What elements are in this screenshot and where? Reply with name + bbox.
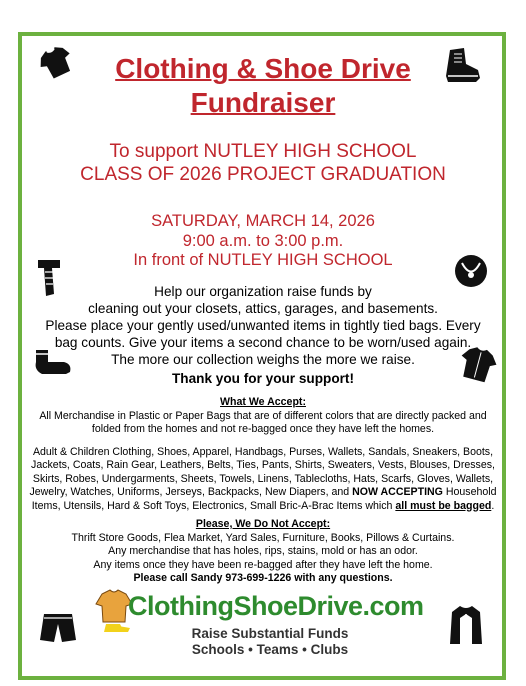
event-time: 9:00 a.m. to 3:00 p.m. — [182, 231, 344, 250]
logo-tagline-1: Raise Substantial Funds — [191, 626, 349, 641]
title-line-1: Clothing & Shoe Drive — [115, 53, 411, 84]
event-location: In front of NUTLEY HIGH SCHOOL — [133, 251, 393, 269]
event-date: SATURDAY, MARCH 14, 2026 — [151, 212, 375, 230]
intro-line-4: bag counts. Give your items a second chance to be worn/used again. — [54, 335, 472, 350]
reject-heading: Please, We Do Not Accept: — [195, 518, 331, 530]
accept-p2-line-3: Skirts, Robes, Undergarments, Sheets, Towels, Linens, Tablecloths, Hats, Scarfs, Gloves, Wallets, — [32, 472, 494, 485]
purpose-block — [0, 140, 526, 186]
event-details — [0, 212, 526, 271]
now-accepting: NOW ACCEPTING — [352, 486, 443, 498]
must-be-bagged: all must be bagged — [395, 499, 492, 512]
intro-line-2: cleaning out your closets, attics, garages, and basements. — [88, 301, 438, 316]
accept-heading: What We Accept: — [220, 396, 306, 408]
purpose-line-2: CLASS OF 2026 PROJECT GRADUATION — [80, 164, 446, 185]
intro-line-5: The more our collection weighs the more we raise. — [111, 352, 415, 367]
intro-text — [0, 283, 526, 368]
reject-line-3: Any items once they have been re-bagged after they have left the home. — [93, 558, 433, 571]
flyer-title — [0, 52, 526, 120]
accept-p1-line-1: All Merchandise in Plastic or Paper Bags that are of different colors that are directly packed and — [39, 409, 487, 422]
shorts-icon — [38, 610, 78, 646]
logo-tagline-2: Schools • Teams • Clubs — [191, 642, 349, 657]
intro-line-3: Please place your gently used/unwanted items in tightly tied bags. Every — [45, 318, 481, 333]
accept-p2-line-4: Jewelry, Watches, Uniforms, Jerseys, Backpacks, New Diapers, and NOW ACCEPTING Household — [29, 486, 497, 498]
reject-section — [0, 518, 526, 586]
logo-name: ClothingShoeDrive.com — [128, 591, 424, 621]
accept-p2-line-2: Jackets, Coats, Rain Gear, Leathers, Belts, Ties, Pants, Shirts, Sweaters, Vests, Blouses, Dresses, — [31, 459, 495, 471]
accept-section — [0, 396, 526, 513]
purpose-line-1: To support NUTLEY HIGH SCHOOL — [109, 141, 417, 162]
logo-taglines — [150, 626, 390, 658]
title-line-2: Fundraiser — [190, 87, 336, 118]
reject-line-2: Any merchandise that has holes, rips, stains, mold or has an odor. — [108, 545, 418, 557]
thanks-text: Thank you for your support! — [171, 371, 354, 386]
reject-line-1: Thrift Store Goods, Flea Market, Yard Sales, Furniture, Books, Pillows & Curtains. — [71, 531, 455, 544]
accept-p2-line-5: Items, Utensils, Hard & Soft Toys, Electronics, Small Bric-A-Brac Items which all must be bagged. — [31, 499, 495, 512]
accept-p1-line-2: folded from the homes and not re-bagged once they have left the homes. — [91, 423, 435, 435]
contact-line: Please call Sandy 973-699-1226 with any questions. — [133, 572, 393, 584]
accept-p2-line-1: Adult & Children Clothing, Shoes, Apparel, Handbags, Purses, Wallets, Sandals, Sneakers, Boots, — [32, 445, 494, 458]
jacket-icon — [448, 604, 484, 646]
intro-line-1: Help our organization raise funds by — [154, 284, 372, 299]
